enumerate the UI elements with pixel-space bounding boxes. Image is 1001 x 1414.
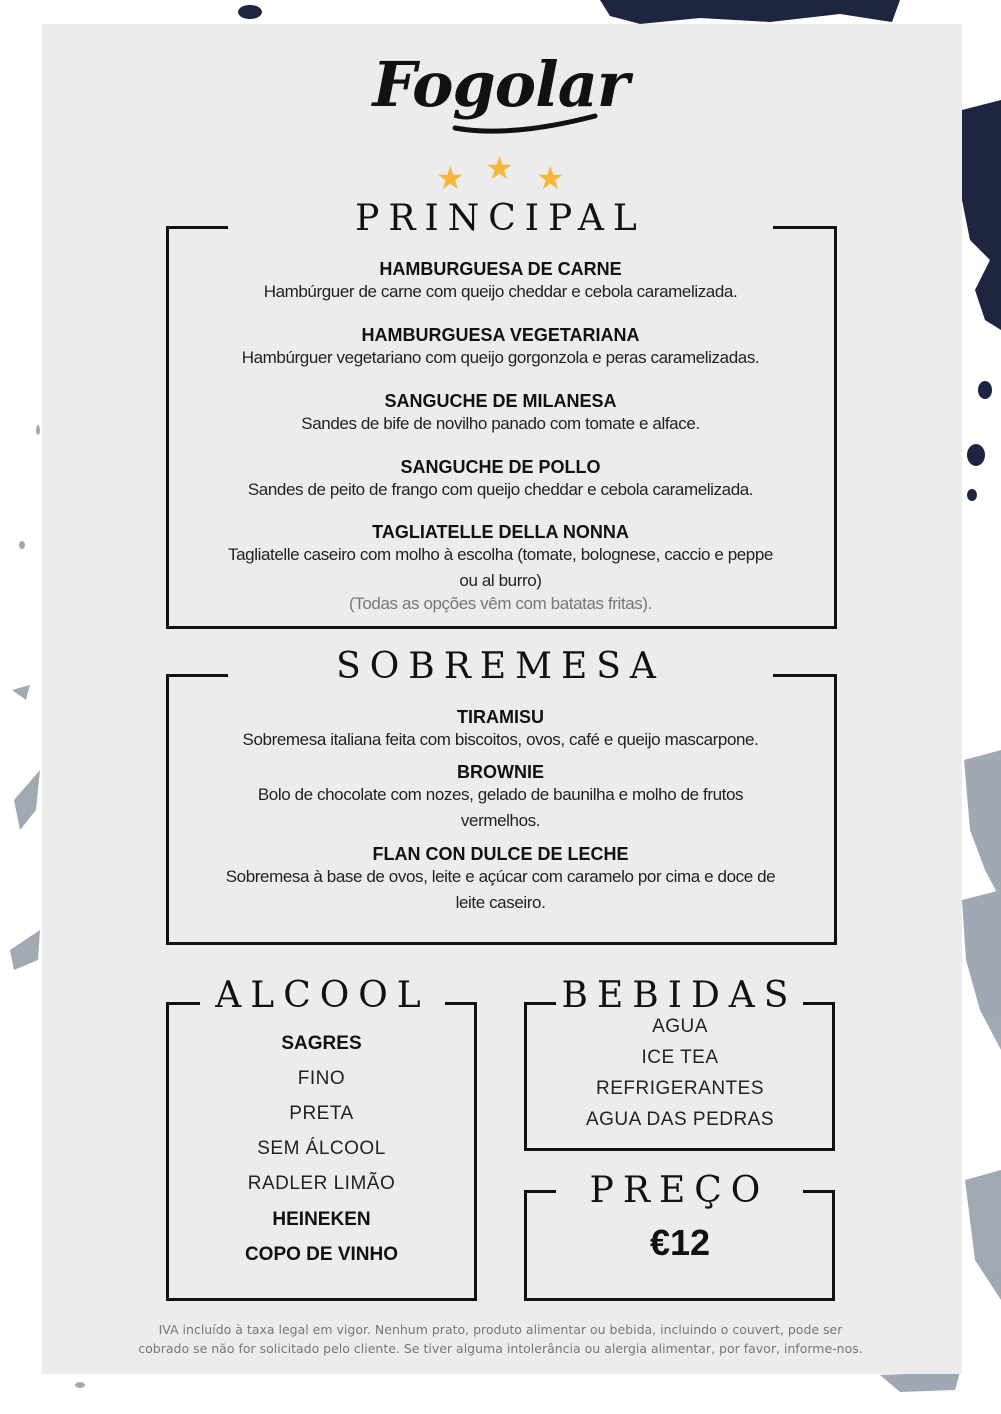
menu-item: [225, 762, 776, 834]
menu-item: [225, 522, 776, 594]
star-icon: ★: [436, 159, 465, 197]
section-title-bebidas: BEBIDAS: [556, 975, 803, 1016]
section-title-preco: PREÇO: [556, 1170, 803, 1211]
item-name: SANGUCHE DE POLLO: [400, 457, 601, 477]
footer-line: cobrado se não for solicitado pelo cliente. Se tiver alguma intolerância ou alergia alimentar, por favor, informe-nos.: [138, 1341, 863, 1356]
section-title-alcool: ALCOOL: [200, 975, 445, 1016]
list-item: REFRIGERANTES: [595, 1078, 765, 1099]
item-description: Sandes de bife de novilho panado com tomate e alface.: [301, 414, 700, 433]
item-description: Hambúrguer vegetariano com queijo gorgonzola e peras caramelizadas.: [241, 348, 760, 367]
star-icon: ★: [536, 159, 565, 197]
item-name: FLAN CON DULCE DE LECHE: [372, 844, 629, 864]
list-item: ICE TEA: [641, 1047, 719, 1068]
footer-line: IVA incluído à taxa legal em vigor. Nenhum prato, produto alimentar ou bebida, incluindo o couvert, pode ser: [158, 1322, 843, 1337]
menu-item: [200, 457, 801, 503]
list-item: SEM ÁLCOOL: [257, 1138, 386, 1159]
list-item: HEINEKEN: [272, 1209, 371, 1230]
star-icon: ★: [485, 149, 514, 187]
list-item: FINO: [297, 1068, 346, 1089]
section-title-sobremesa: SOBREMESA: [228, 646, 773, 687]
list-item: RADLER LIMÃO: [247, 1173, 396, 1194]
menu-item: [200, 707, 801, 753]
menu-item: [210, 844, 791, 916]
list-item: SAGRES: [281, 1033, 362, 1054]
item-name: TAGLIATELLE DELLA NONNA: [372, 522, 629, 542]
menu-item: [200, 259, 801, 305]
menu-item: [200, 325, 801, 371]
item-name: SANGUCHE DE MILANESA: [384, 391, 617, 411]
list-item: COPO DE VINHO: [244, 1244, 399, 1265]
fries-note: (Todas as opções vêm com batatas fritas).: [349, 594, 652, 613]
legal-footer: [120, 1320, 881, 1358]
item-name: HAMBURGUESA DE CARNE: [379, 259, 622, 279]
list-item: AGUA DAS PEDRAS: [585, 1109, 775, 1130]
item-description: Tagliatelle caseiro com molho à escolha (tomate, bolognese, caccio e peppe ou al burro): [228, 545, 773, 590]
list-item: PRETA: [289, 1103, 354, 1124]
item-description: Bolo de chocolate com nozes, gelado de baunilha e molho de frutos vermelhos.: [257, 785, 744, 830]
price-value: €12: [649, 1222, 711, 1263]
item-description: Sobremesa à base de ovos, leite e açúcar com caramelo por cima e doce de leite caseiro.: [225, 867, 776, 912]
list-item: AGUA: [652, 1016, 708, 1037]
brand-logo: Fogolar: [372, 48, 629, 121]
alcool-list: [169, 1033, 474, 1279]
menu-item: [200, 391, 801, 437]
section-title-principal: PRINCIPAL: [228, 198, 773, 239]
rating-stars: [430, 150, 570, 195]
bebidas-list: [527, 1016, 833, 1140]
item-name: BROWNIE: [457, 762, 544, 782]
item-name: HAMBURGUESA VEGETARIANA: [361, 325, 640, 345]
item-description: Sandes de peito de frango com queijo cheddar e cebola caramelizada.: [247, 480, 754, 499]
item-name: TIRAMISU: [457, 707, 544, 727]
item-description: Sobremesa italiana feita com biscoitos, ovos, café e queijo mascarpone.: [242, 730, 759, 749]
item-description: Hambúrguer de carne com queijo cheddar e cebola caramelizada.: [263, 282, 738, 301]
logo-underline-swash: [450, 108, 600, 138]
